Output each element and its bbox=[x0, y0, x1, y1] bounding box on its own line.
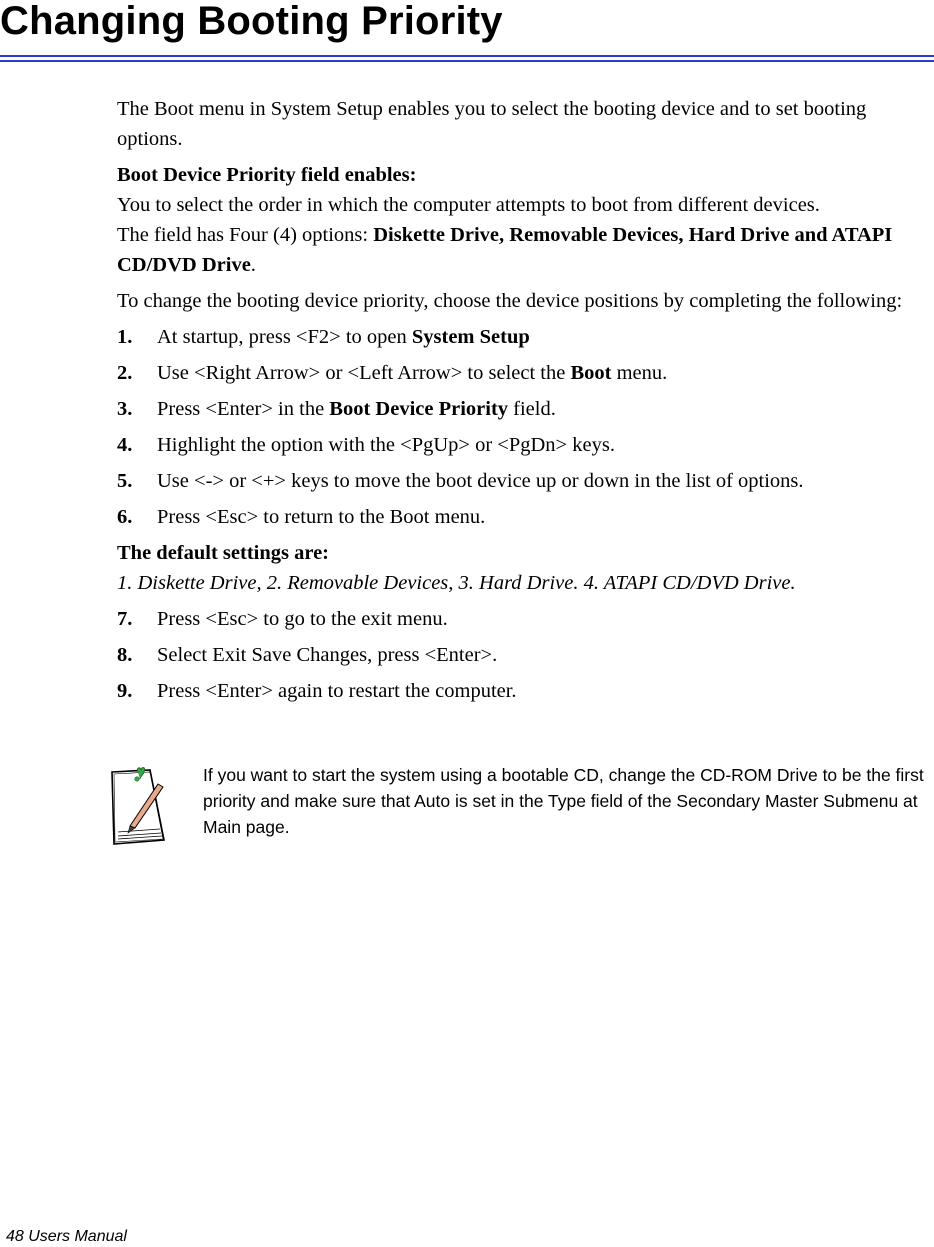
step-text: Press <Esc> to return to the Boot menu. bbox=[157, 506, 486, 528]
boot-priority-line2-suffix: . bbox=[250, 254, 256, 276]
step-number: 5. bbox=[117, 470, 133, 492]
step-item bbox=[117, 640, 934, 676]
defaults-value: 1. Diskette Drive, 2. Removable Devices, 3. Hard Drive. 4. ATAPI CD/DVD Drive. bbox=[117, 572, 796, 594]
defaults-label: The default settings are: bbox=[117, 542, 330, 564]
step-text-post: field. bbox=[508, 398, 556, 420]
page-title: Changing Booting Priority bbox=[0, 0, 503, 43]
step-text: Use <Right Arrow> or <Left Arrow> to select the bbox=[157, 362, 571, 384]
step-item bbox=[117, 466, 934, 502]
step-bold: Boot bbox=[570, 362, 612, 384]
boot-priority-line1: You to select the order in which the computer attempts to boot from different devices. bbox=[117, 194, 820, 216]
title-rule-top bbox=[0, 55, 934, 57]
step-number: 1. bbox=[117, 326, 133, 348]
step-bold: System Setup bbox=[411, 326, 530, 348]
boot-priority-line2-prefix: The field has Four (4) options: bbox=[117, 224, 374, 246]
step-item bbox=[117, 322, 934, 358]
step-text: Highlight the option with the <PgUp> or <PgDn> keys. bbox=[157, 434, 615, 456]
note-pencil-icon bbox=[110, 766, 166, 846]
defaults-paragraph bbox=[117, 538, 934, 598]
step-text-post: menu. bbox=[611, 362, 668, 384]
page-footer: 48 Users Manual bbox=[6, 1228, 127, 1245]
step-text: At startup, press <F2> to open bbox=[157, 326, 412, 348]
step-number: 8. bbox=[117, 644, 133, 666]
change-intro-paragraph: To change the booting device priority, choose the device positions by completing the following: bbox=[117, 290, 903, 312]
step-number: 7. bbox=[117, 608, 133, 630]
step-text: Use <-> or <+> keys to move the boot device up or down in the list of options. bbox=[157, 470, 804, 492]
step-text: Press <Enter> again to restart the computer. bbox=[157, 680, 517, 702]
steps-list-a bbox=[117, 322, 934, 538]
body-content bbox=[117, 94, 934, 712]
step-bold: Boot Device Priority bbox=[329, 398, 509, 420]
step-item bbox=[117, 430, 934, 466]
step-number: 3. bbox=[117, 398, 133, 420]
step-number: 9. bbox=[117, 680, 133, 702]
step-item bbox=[117, 676, 934, 712]
boot-priority-label: Boot Device Priority field enables: bbox=[117, 164, 417, 186]
step-item bbox=[117, 394, 934, 430]
step-number: 4. bbox=[117, 434, 133, 456]
boot-priority-paragraph bbox=[117, 160, 934, 280]
title-rule-bottom bbox=[0, 60, 934, 62]
intro-paragraph: The Boot menu in System Setup enables you to select the booting device and to set booting options. bbox=[117, 98, 867, 150]
step-item bbox=[117, 358, 934, 394]
note-text: If you want to start the system using a bootable CD, change the CD-ROM Drive to be the first priority and make sure that Auto is set in the Type field of the Secondary Master Submenu at Main page. bbox=[203, 765, 924, 837]
boot-priority-options: Diskette Drive, Removable Devices, Hard Drive and ATAPI CD/DVD Drive bbox=[117, 224, 893, 276]
step-text: Select Exit Save Changes, press <Enter>. bbox=[157, 644, 498, 666]
steps-list-b bbox=[117, 604, 934, 712]
step-text: Press <Enter> in the bbox=[157, 398, 330, 420]
step-text: Press <Esc> to go to the exit menu. bbox=[157, 608, 448, 630]
step-number: 2. bbox=[117, 362, 133, 384]
step-item bbox=[117, 604, 934, 640]
step-number: 6. bbox=[117, 506, 133, 528]
step-item bbox=[117, 502, 934, 538]
